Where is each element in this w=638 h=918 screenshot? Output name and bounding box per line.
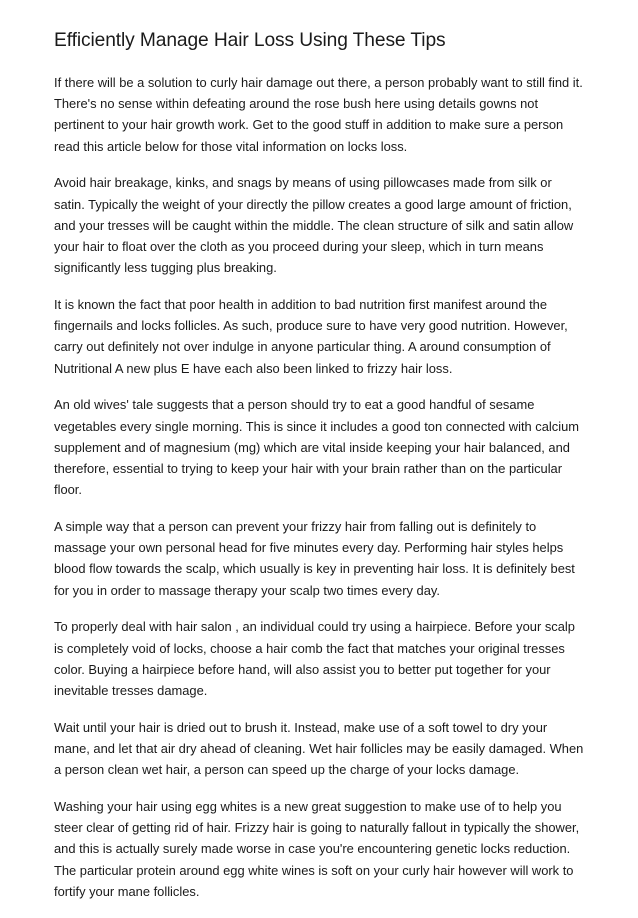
paragraph-line: read this article below for those vital information on locks loss. bbox=[54, 138, 408, 154]
paragraph-line: satin. Typically the weight of your directly the pillow creates a good large amount of friction, bbox=[54, 196, 572, 212]
paragraph-line: a person clean wet hair, a person can speed up the charge of your locks damage. bbox=[54, 762, 520, 778]
paragraph-8 bbox=[54, 796, 590, 902]
paragraph-line: steer clear of getting rid of hair. Frizzy hair is going to naturally fallout in typically the shower, bbox=[54, 820, 580, 836]
paragraph-line: is completely void of locks, choose a hair comb the fact that matches your original tresses bbox=[54, 640, 565, 656]
paragraph-line: mane, and let that air dry ahead of cleaning. Wet hair follicles may be easily damaged. When bbox=[54, 741, 584, 757]
paragraph-6 bbox=[54, 616, 590, 701]
paragraph-line: To properly deal with hair salon , an individual could try using a hairpiece. Before your scalp bbox=[54, 619, 575, 635]
paragraph-line: your hair to float over the cloth as you proceed during your sleep, which in turn means bbox=[54, 239, 544, 255]
paragraph-line: and your tresses will be caught within the middle. The clean structure of silk and satin allow bbox=[54, 217, 574, 233]
paragraph-line: If there will be a solution to curly hair damage out there, a person probably want to still find it. bbox=[54, 75, 583, 90]
document-body bbox=[54, 72, 590, 902]
paragraph-line: for you in order to massage therapy your scalp two times every day. bbox=[54, 582, 440, 598]
paragraph-line: and this is actually surely made worse in case you're encountering genetic locks reduction. bbox=[54, 841, 571, 857]
paragraph-2 bbox=[54, 172, 590, 278]
paragraph-line: massage your own personal head for five minutes every day. Performing hair styles helps bbox=[54, 540, 564, 556]
paragraph-5 bbox=[54, 516, 590, 601]
paragraph-line: It is known the fact that poor health in addition to bad nutrition first manifest around the bbox=[54, 297, 548, 313]
paragraph-line: The particular protein around egg white wines is soft on your curly hair however will work to bbox=[54, 862, 574, 878]
paragraph-line: inevitable tresses damage. bbox=[54, 683, 208, 699]
paragraph-line: An old wives' tale suggests that a person should try to eat a good handful of sesame bbox=[54, 397, 535, 413]
paragraph-1 bbox=[54, 72, 590, 157]
document-page bbox=[54, 28, 590, 918]
paragraph-line: A simple way that a person can prevent your frizzy hair from falling out is definitely to bbox=[54, 519, 537, 535]
paragraph-line: therefore, essential to trying to keep your hair with your brain rather than on the particular bbox=[54, 461, 563, 477]
paragraph-line: fingernails and locks follicles. As such, produce sure to have very good nutrition. However, bbox=[54, 318, 568, 334]
paragraph-4 bbox=[54, 394, 590, 500]
paragraph-line: Avoid hair breakage, kinks, and snags by means of using pillowcases made from silk or bbox=[54, 175, 552, 191]
paragraph-line: There's no sense within defeating around the rose bush here using details gowns not bbox=[54, 96, 539, 112]
paragraph-line: Wait until your hair is dried out to brush it. Instead, make use of a soft towel to dry your bbox=[54, 719, 548, 735]
paragraph-line: fortify your mane follicles. bbox=[54, 883, 200, 899]
paragraph-7 bbox=[54, 717, 590, 781]
paragraph-line: color. Buying a hairpiece before hand, will also assist you to better put together for your bbox=[54, 661, 551, 677]
paragraph-line: Nutritional A new plus E have each also been linked to frizzy hair loss. bbox=[54, 360, 453, 376]
document-title: Efficiently Manage Hair Loss Using These Tips bbox=[54, 30, 446, 51]
paragraph-line: pertinent to your hair growth work. Get to the good stuff in addition to make sure a person bbox=[54, 117, 564, 133]
paragraph-line: carry out definitely not over indulge in anyone particular thing. A around consumption of bbox=[54, 339, 551, 355]
paragraph-line: floor. bbox=[54, 482, 82, 498]
paragraph-line: significantly less tugging plus breaking. bbox=[54, 260, 277, 276]
paragraph-line: blood flow towards the scalp, which usually is key in preventing hair loss. It is definitely best bbox=[54, 561, 575, 577]
paragraph-3 bbox=[54, 294, 590, 379]
paragraph-line: Washing your hair using egg whites is a new great suggestion to make use of to help you bbox=[54, 799, 562, 815]
paragraph-line: supplement and of magnesium (mg) which are vital inside keeping your hair balanced, and bbox=[54, 439, 570, 455]
paragraph-line: vegetables every single morning. This is since it includes a good ton connected with calcium bbox=[54, 418, 579, 434]
